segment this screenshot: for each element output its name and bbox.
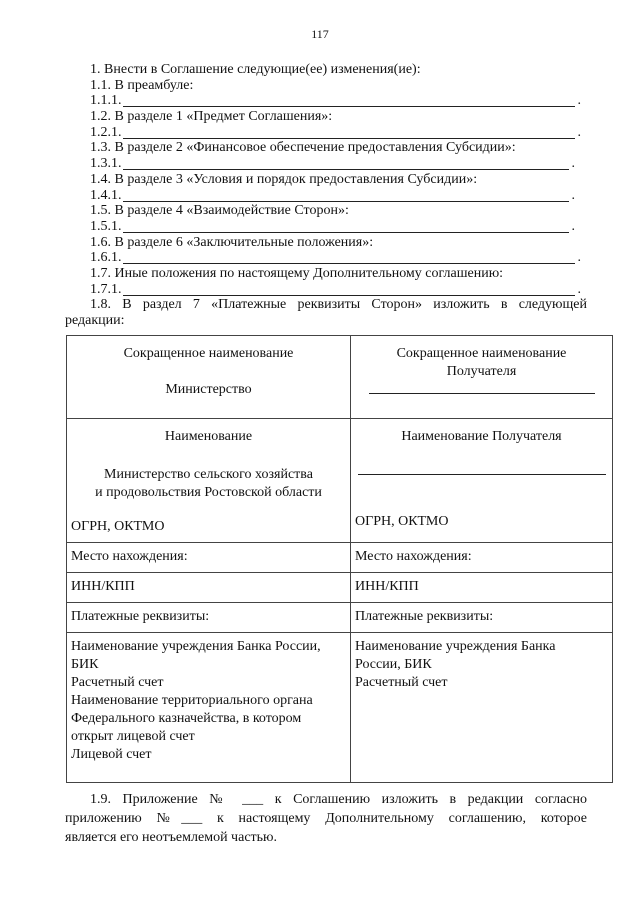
bank-details-ministry <box>67 633 351 783</box>
fill-line <box>123 106 575 107</box>
paragraph-1-9-line-3: является его неотъемлемой частью. <box>65 830 277 845</box>
short-name-label: Сокращенное наименование <box>396 346 567 361</box>
fill-line <box>123 232 569 233</box>
blank-line <box>358 446 606 475</box>
item-number: 1.3.1. <box>90 156 122 172</box>
item-period: . <box>577 281 581 297</box>
item-number: 1.4.1. <box>90 187 122 203</box>
blank-line <box>369 381 595 394</box>
section-item <box>65 282 587 298</box>
bank-details-recipient <box>351 633 613 783</box>
item-period: . <box>571 218 575 234</box>
bank-line: Расчетный счет <box>71 675 164 690</box>
fill-line <box>123 295 575 296</box>
payment-details-table <box>66 335 613 783</box>
short-name-value: Министерство <box>165 382 252 397</box>
section-heading: 1.1. В преамбуле: <box>90 77 194 93</box>
section-item <box>65 188 587 204</box>
section-heading: 1.5. В разделе 4 «Взаимодействие Сторон»: <box>90 203 349 219</box>
bank-line: Федерального казначейства, в котором <box>71 711 302 726</box>
bank-line: Наименование территориального органа <box>71 693 313 708</box>
fill-line <box>123 201 569 202</box>
section-item <box>65 156 587 172</box>
location-cell-recipient: Место нахождения: <box>351 543 613 573</box>
item-period: . <box>571 156 575 172</box>
ogrn-label: ОГРН, ОКТМО <box>71 519 165 534</box>
section-heading: 1.4. В разделе 3 «Условия и порядок предоставления Субсидии»: <box>90 171 478 187</box>
amendment-list <box>65 62 587 329</box>
payment-cell-ministry: Платежные реквизиты: <box>67 603 351 633</box>
paragraph-1-8-cont: редакции: <box>65 313 125 328</box>
name-label: Наименование Получателя <box>401 429 562 444</box>
paragraph-1-8: 1.8. В раздел 7 «Платежные реквизиты Сторон» изложить в следующей <box>90 297 587 313</box>
short-name-label: Сокращенное наименование <box>123 346 294 361</box>
bank-line: Наименование учреждения Банка России, <box>71 639 321 654</box>
section-heading: 1.2. В разделе 1 «Предмет Соглашения»: <box>90 109 333 125</box>
name-label: Наименование <box>164 429 253 444</box>
bank-line: России, БИК <box>355 657 432 672</box>
section-heading: 1.7. Иные положения по настоящему Дополнительному соглашению: <box>90 265 504 281</box>
fill-line <box>123 263 575 264</box>
item-number: 1.7.1. <box>90 281 122 297</box>
bank-line: БИК <box>71 657 99 672</box>
fill-line <box>123 169 569 170</box>
item-period: . <box>577 124 581 140</box>
section-heading: 1.6. В разделе 6 «Заключительные положения»: <box>90 234 374 250</box>
intro-line: 1. Внести в Соглашение следующие(ее) изменения(ие): <box>90 62 421 77</box>
section-item <box>65 250 587 266</box>
short-name-label-2: Получателя <box>446 364 517 379</box>
page-number: 117 <box>311 27 329 41</box>
short-name-cell-ministry <box>67 336 351 419</box>
name-cell-ministry <box>67 419 351 543</box>
name-value-line-2: и продовольствия Ростовской области <box>95 485 322 500</box>
section-item <box>65 219 587 235</box>
name-value-line-1: Министерство сельского хозяйства <box>104 467 313 482</box>
item-period: . <box>577 250 581 266</box>
name-cell-recipient <box>351 419 613 543</box>
bank-line: открыт лицевой счет <box>71 729 195 744</box>
payment-cell-recipient: Платежные реквизиты: <box>351 603 613 633</box>
location-cell-ministry: Место нахождения: <box>67 543 351 573</box>
item-number: 1.6.1. <box>90 250 122 266</box>
paragraph-1-9-line-2: приложению №___ к настоящему Дополнительному соглашению, которое <box>65 811 587 826</box>
item-period: . <box>571 187 575 203</box>
short-name-cell-recipient <box>351 336 613 419</box>
section-item <box>65 125 587 141</box>
item-period: . <box>577 93 581 109</box>
fill-line <box>123 138 575 139</box>
inn-cell-recipient: ИНН/КПП <box>351 573 613 603</box>
paragraph-1-9 <box>65 790 587 847</box>
item-number: 1.5.1. <box>90 218 122 234</box>
paragraph-1-9-line-1: 1.9. Приложение № ___ к Соглашению изложить в редакции согласно <box>90 792 587 807</box>
bank-line: Расчетный счет <box>355 675 448 690</box>
item-number: 1.2.1. <box>90 124 122 140</box>
inn-cell-ministry: ИНН/КПП <box>67 573 351 603</box>
bank-line: Лицевой счет <box>71 747 152 762</box>
ogrn-label: ОГРН, ОКТМО <box>355 514 449 529</box>
bank-line: Наименование учреждения Банка <box>355 639 556 654</box>
section-heading: 1.3. В разделе 2 «Финансовое обеспечение предоставления Субсидии»: <box>90 140 516 156</box>
item-number: 1.1.1. <box>90 93 122 109</box>
section-item <box>65 93 587 109</box>
